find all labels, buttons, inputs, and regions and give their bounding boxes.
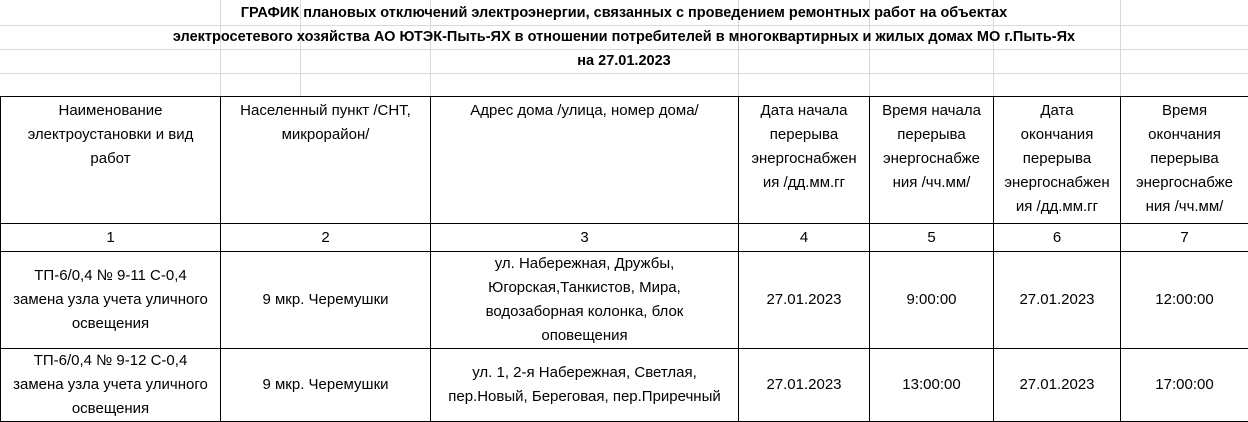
end-date-cell[interactable]: 27.01.2023	[994, 252, 1121, 349]
address-cell[interactable]: ул. 1, 2-я Набережная, Светлая, пер.Новый, Береговая, пер.Приречный	[431, 349, 739, 422]
title-line-2: электросетевого хозяйства АО ЮТЭК-Пыть-ЯХ в отношении потребителей в многоквартирных и жилых домах МО г.Пыть-Ях	[0, 25, 1248, 49]
installation-cell[interactable]: ТП-6/0,4 № 9-12 С-0,4 замена узла учета уличного освещения	[1, 349, 221, 422]
settlement-cell[interactable]: 9 мкр. Черемушки	[221, 349, 431, 422]
header-start-date[interactable]: Дата начала перерыва энергоснабжен ия /дд.мм.гг	[739, 97, 870, 224]
start-date-cell[interactable]: 27.01.2023	[739, 349, 870, 422]
outage-schedule-table	[0, 96, 1248, 422]
header-settlement[interactable]: Населенный пункт /СНТ, микрорайон/	[221, 97, 431, 224]
header-address[interactable]: Адрес дома /улица, номер дома/	[431, 97, 739, 224]
end-time-cell[interactable]: 17:00:00	[1121, 349, 1248, 422]
column-number[interactable]: 6	[994, 224, 1121, 252]
header-installation[interactable]: Наименование электроустановки и вид работ	[1, 97, 221, 224]
gridline	[0, 73, 1248, 74]
header-end-date[interactable]: Дата окончания перерыва энергоснабжен ия /дд.мм.гг	[994, 97, 1121, 224]
column-number[interactable]: 4	[739, 224, 870, 252]
installation-cell[interactable]: ТП-6/0,4 № 9-11 С-0,4 замена узла учета уличного освещения	[1, 252, 221, 349]
column-number[interactable]: 3	[431, 224, 739, 252]
start-date-cell[interactable]: 27.01.2023	[739, 252, 870, 349]
start-time-cell[interactable]: 13:00:00	[870, 349, 994, 422]
title-line-1: ГРАФИК плановых отключений электроэнергии, связанных с проведением ремонтных работ на объектах	[0, 1, 1248, 25]
header-end-time[interactable]: Время окончания перерыва энергоснабже ния /чч.мм/	[1121, 97, 1248, 224]
table-row	[1, 349, 1248, 422]
title-date: на 27.01.2023	[0, 49, 1248, 73]
end-date-cell[interactable]: 27.01.2023	[994, 349, 1121, 422]
header-row	[1, 97, 1248, 224]
header-start-time[interactable]: Время начала перерыва энергоснабже ния /чч.мм/	[870, 97, 994, 224]
column-number[interactable]: 2	[221, 224, 431, 252]
start-time-cell[interactable]: 9:00:00	[870, 252, 994, 349]
address-cell[interactable]: ул. Набережная, Дружбы, Югорская,Танкистов, Мира, водозаборная колонка, блок оповещения	[431, 252, 739, 349]
table-row	[1, 252, 1248, 349]
column-number[interactable]: 5	[870, 224, 994, 252]
column-number-row	[1, 224, 1248, 252]
column-number[interactable]: 7	[1121, 224, 1248, 252]
end-time-cell[interactable]: 12:00:00	[1121, 252, 1248, 349]
settlement-cell[interactable]: 9 мкр. Черемушки	[221, 252, 431, 349]
column-number[interactable]: 1	[1, 224, 221, 252]
